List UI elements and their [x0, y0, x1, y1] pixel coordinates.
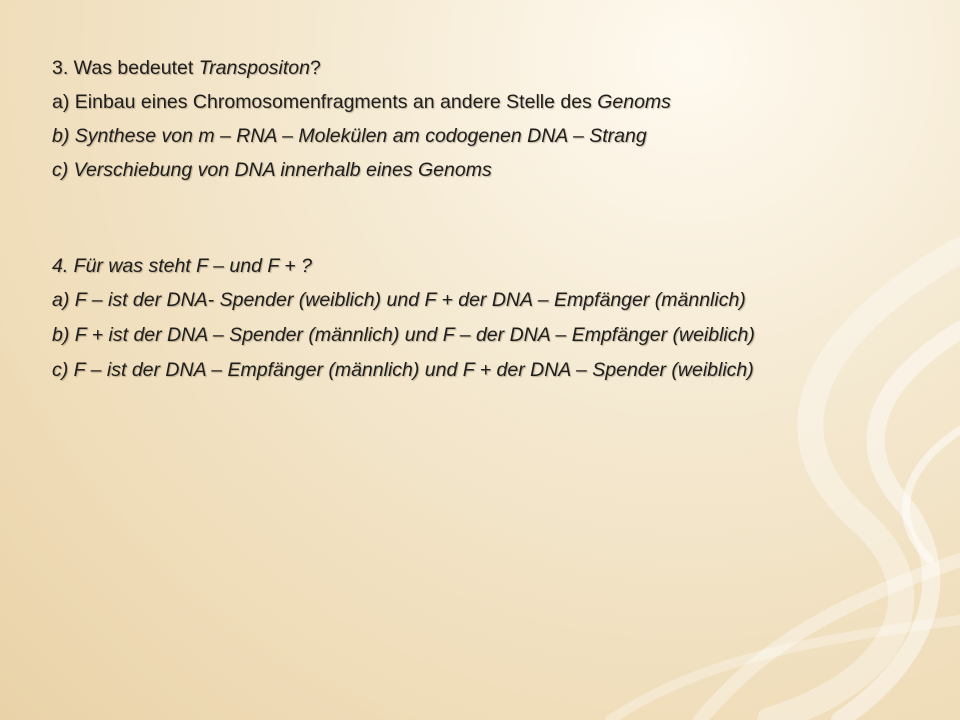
- question-3-answer-a-text: a) Einbau eines Chromosomenfragments an andere Stelle des: [52, 91, 598, 113]
- question-4-answer-c: c) F – ist der DNA – Empfänger (männlich) und F + der DNA – Spender (weiblich): [52, 359, 754, 381]
- question-4-heading: 4. Für was steht F – und F + ?: [52, 255, 312, 277]
- question-3-term: Transpositon: [198, 57, 310, 79]
- question-3-answer-b: b) Synthese von m – RNA – Molekülen am codogenen DNA – Strang: [52, 125, 647, 147]
- question-3-answer-a-term: Genoms: [597, 91, 671, 113]
- question-3-prefix: 3. Was bedeutet: [52, 57, 199, 79]
- question-3-heading: [52, 56, 852, 80]
- question-3-answer-a: [52, 90, 852, 114]
- slide-content: [52, 56, 852, 393]
- question-3-suffix: ?: [309, 57, 321, 79]
- question-3-answer-c: c) Verschiebung von DNA innerhalb eines Genoms: [52, 159, 492, 181]
- question-4-answer-a: a) F – ist der DNA- Spender (weiblich) und F + der DNA – Empfänger (männlich): [52, 289, 746, 311]
- question-4-answer-b: b) F + ist der DNA – Spender (männlich) und F – der DNA – Empfänger (weiblich): [52, 324, 755, 346]
- spacer: [52, 192, 852, 254]
